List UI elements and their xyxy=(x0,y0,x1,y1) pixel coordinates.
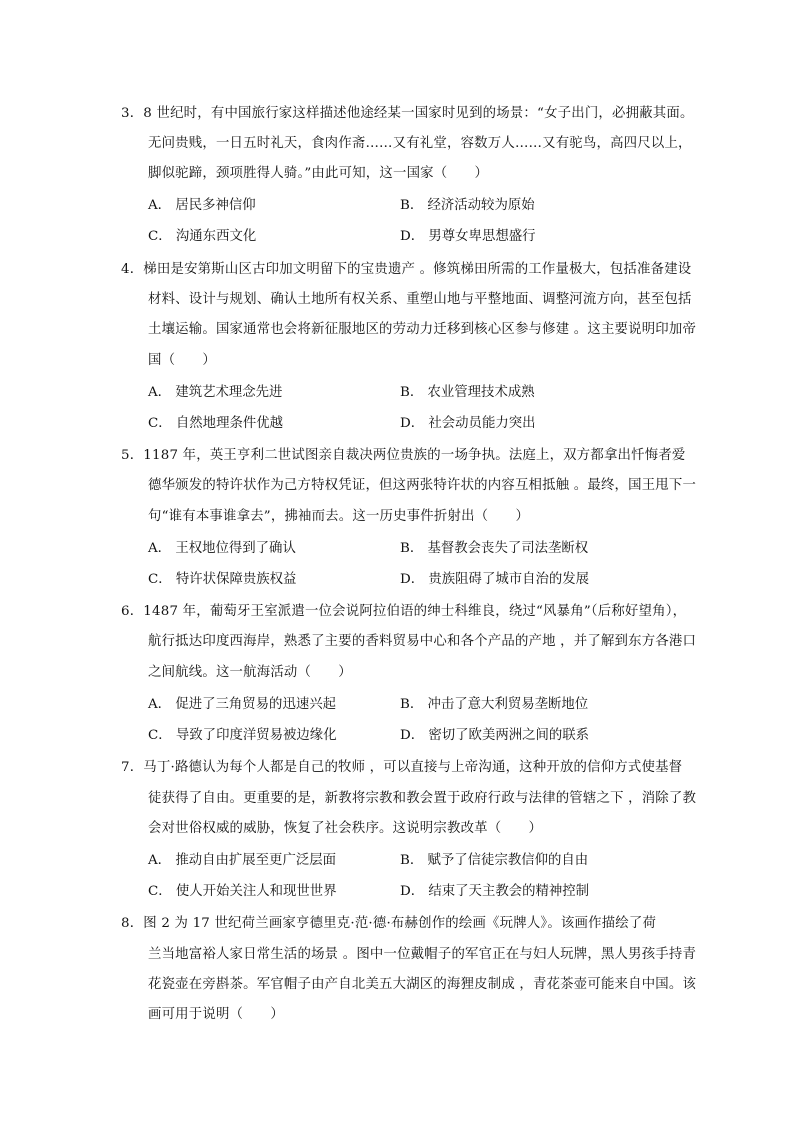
question-4-option-d: D． 社会动员能力突出 xyxy=(400,416,536,431)
question-3-line-3: 脚似驼蹄，颈项胜得人骑。”由此可知，这一国家（ ） xyxy=(148,166,489,181)
question-5-option-c: C． 特许状保障贵族权益 xyxy=(148,572,297,587)
question-6-line-2: 航行抵达印度西海岸，熟悉了主要的香料贸易中心和各个产品的产地 ，并了解到东方各港口 xyxy=(148,634,697,649)
question-3-line-2: 无问贵贱，一日五时礼天，食肉作斋……又有礼堂，容数万人……又有驼鸟，高四尺以上， xyxy=(148,136,692,151)
question-4-option-b: B． 农业管理技术成熟 xyxy=(400,385,535,400)
question-6-option-d: D． 密切了欧美两洲之间的联系 xyxy=(400,728,590,743)
question-3-option-d: D． 男尊女卑思想盛行 xyxy=(400,229,536,244)
question-6-option-c: C． 导致了印度洋贸易被边缘化 xyxy=(148,728,337,743)
question-7-line-1: 7．马丁·路德认为每个人都是自己的牧师 ，可以直接与上帝沟通，这种开放的信仰方式使基督 xyxy=(121,760,683,775)
question-8-line-1: 8．图 2 为 17 世纪荷兰画家亨德里克·范·德·布赫创作的绘画《玩牌人》。该画作描绘了荷 xyxy=(121,916,657,931)
question-7-line-2: 徒获得了自由。更重要的是，新教将宗教和教会置于政府行政与法律的管辖之下 ，消除了教 xyxy=(148,791,697,806)
question-4-option-a: A． 建筑艺术理念先进 xyxy=(148,385,283,400)
question-6-option-b: B． 冲击了意大利贸易垄断地位 xyxy=(400,697,589,712)
question-5-option-d: D． 贵族阻碍了城市自治的发展 xyxy=(400,572,590,587)
question-6-line-1: 6．1487 年，葡萄牙王室派遣一位会说阿拉伯语的绅士科维良，绕过“风暴角”（后称好望角）， xyxy=(121,604,687,619)
question-3-option-b: B． 经济活动较为原始 xyxy=(400,198,535,213)
question-3-line-1: 3．8 世纪时，有中国旅行家这样描述他途经某一国家时见到的场景：“女子出门，必拥蔽其面。 xyxy=(121,106,694,121)
question-8-line-4: 画可用于说明（ ） xyxy=(148,1007,284,1022)
question-4-option-c: C． 自然地理条件优越 xyxy=(148,416,284,431)
question-5-line-2: 德华颁发的特许状作为己方特权凭证，但这两张特许状的内容互相抵触 。最终，国王甩下一 xyxy=(148,478,697,493)
question-7-option-b: B． 赋予了信徒宗教信仰的自由 xyxy=(400,853,589,868)
question-8-line-2: 兰当地富裕人家日常生活的场景 。图中一位戴帽子的军官正在与妇人玩牌，黑人男孩手持青 xyxy=(148,947,697,962)
question-3-option-a: A． 居民多神信仰 xyxy=(148,198,256,213)
question-5-line-1: 5．1187 年，英王亨利二世试图亲自裁决两位贵族的一场争执。法庭上，双方都拿出忏悔者爱 xyxy=(121,448,686,463)
question-8-line-3: 花瓷壶在旁斟茶。军官帽子由产自北美五大湖区的海狸皮制成 ，青花茶壶可能来自中国。该 xyxy=(148,977,697,992)
question-4-line-1: 4．梯田是安第斯山区古印加文明留下的宝贵遗产 。修筑梯田所需的工作量极大，包括准备建设 xyxy=(121,262,692,277)
question-4-line-3: 土壤运输。国家通常也会将新征服地区的劳动力迁移到核心区参与修建 。这主要说明印加帝 xyxy=(148,322,697,337)
question-7-line-3: 会对世俗权威的威胁，恢复了社会秩序。这说明宗教改革（ ） xyxy=(148,821,543,836)
question-4-line-4: 国（ ） xyxy=(148,353,216,368)
question-7-option-a: A． 推动自由扩展至更广泛层面 xyxy=(148,853,337,868)
question-3-option-c: C． 沟通东西文化 xyxy=(148,229,257,244)
question-7-option-d: D． 结束了天主教会的精神控制 xyxy=(400,884,590,899)
question-6-line-3: 之间航线。这一航海活动（ ） xyxy=(148,665,352,680)
question-6-option-a: A． 促进了三角贸易的迅速兴起 xyxy=(148,697,337,712)
question-5-option-a: A． 王权地位得到了确认 xyxy=(148,541,296,556)
question-4-line-2: 材料、设计与规划、确认土地所有权关系、重塑山地与平整地面、调整河流方向，甚至包括 xyxy=(148,292,692,307)
question-5-line-3: 句“谁有本事谁拿去”，拂袖而去。这一历史事件折射出（ ） xyxy=(148,509,530,524)
question-7-option-c: C． 使人开始关注人和现世世界 xyxy=(148,884,337,899)
question-5-option-b: B． 基督教会丧失了司法垄断权 xyxy=(400,541,589,556)
